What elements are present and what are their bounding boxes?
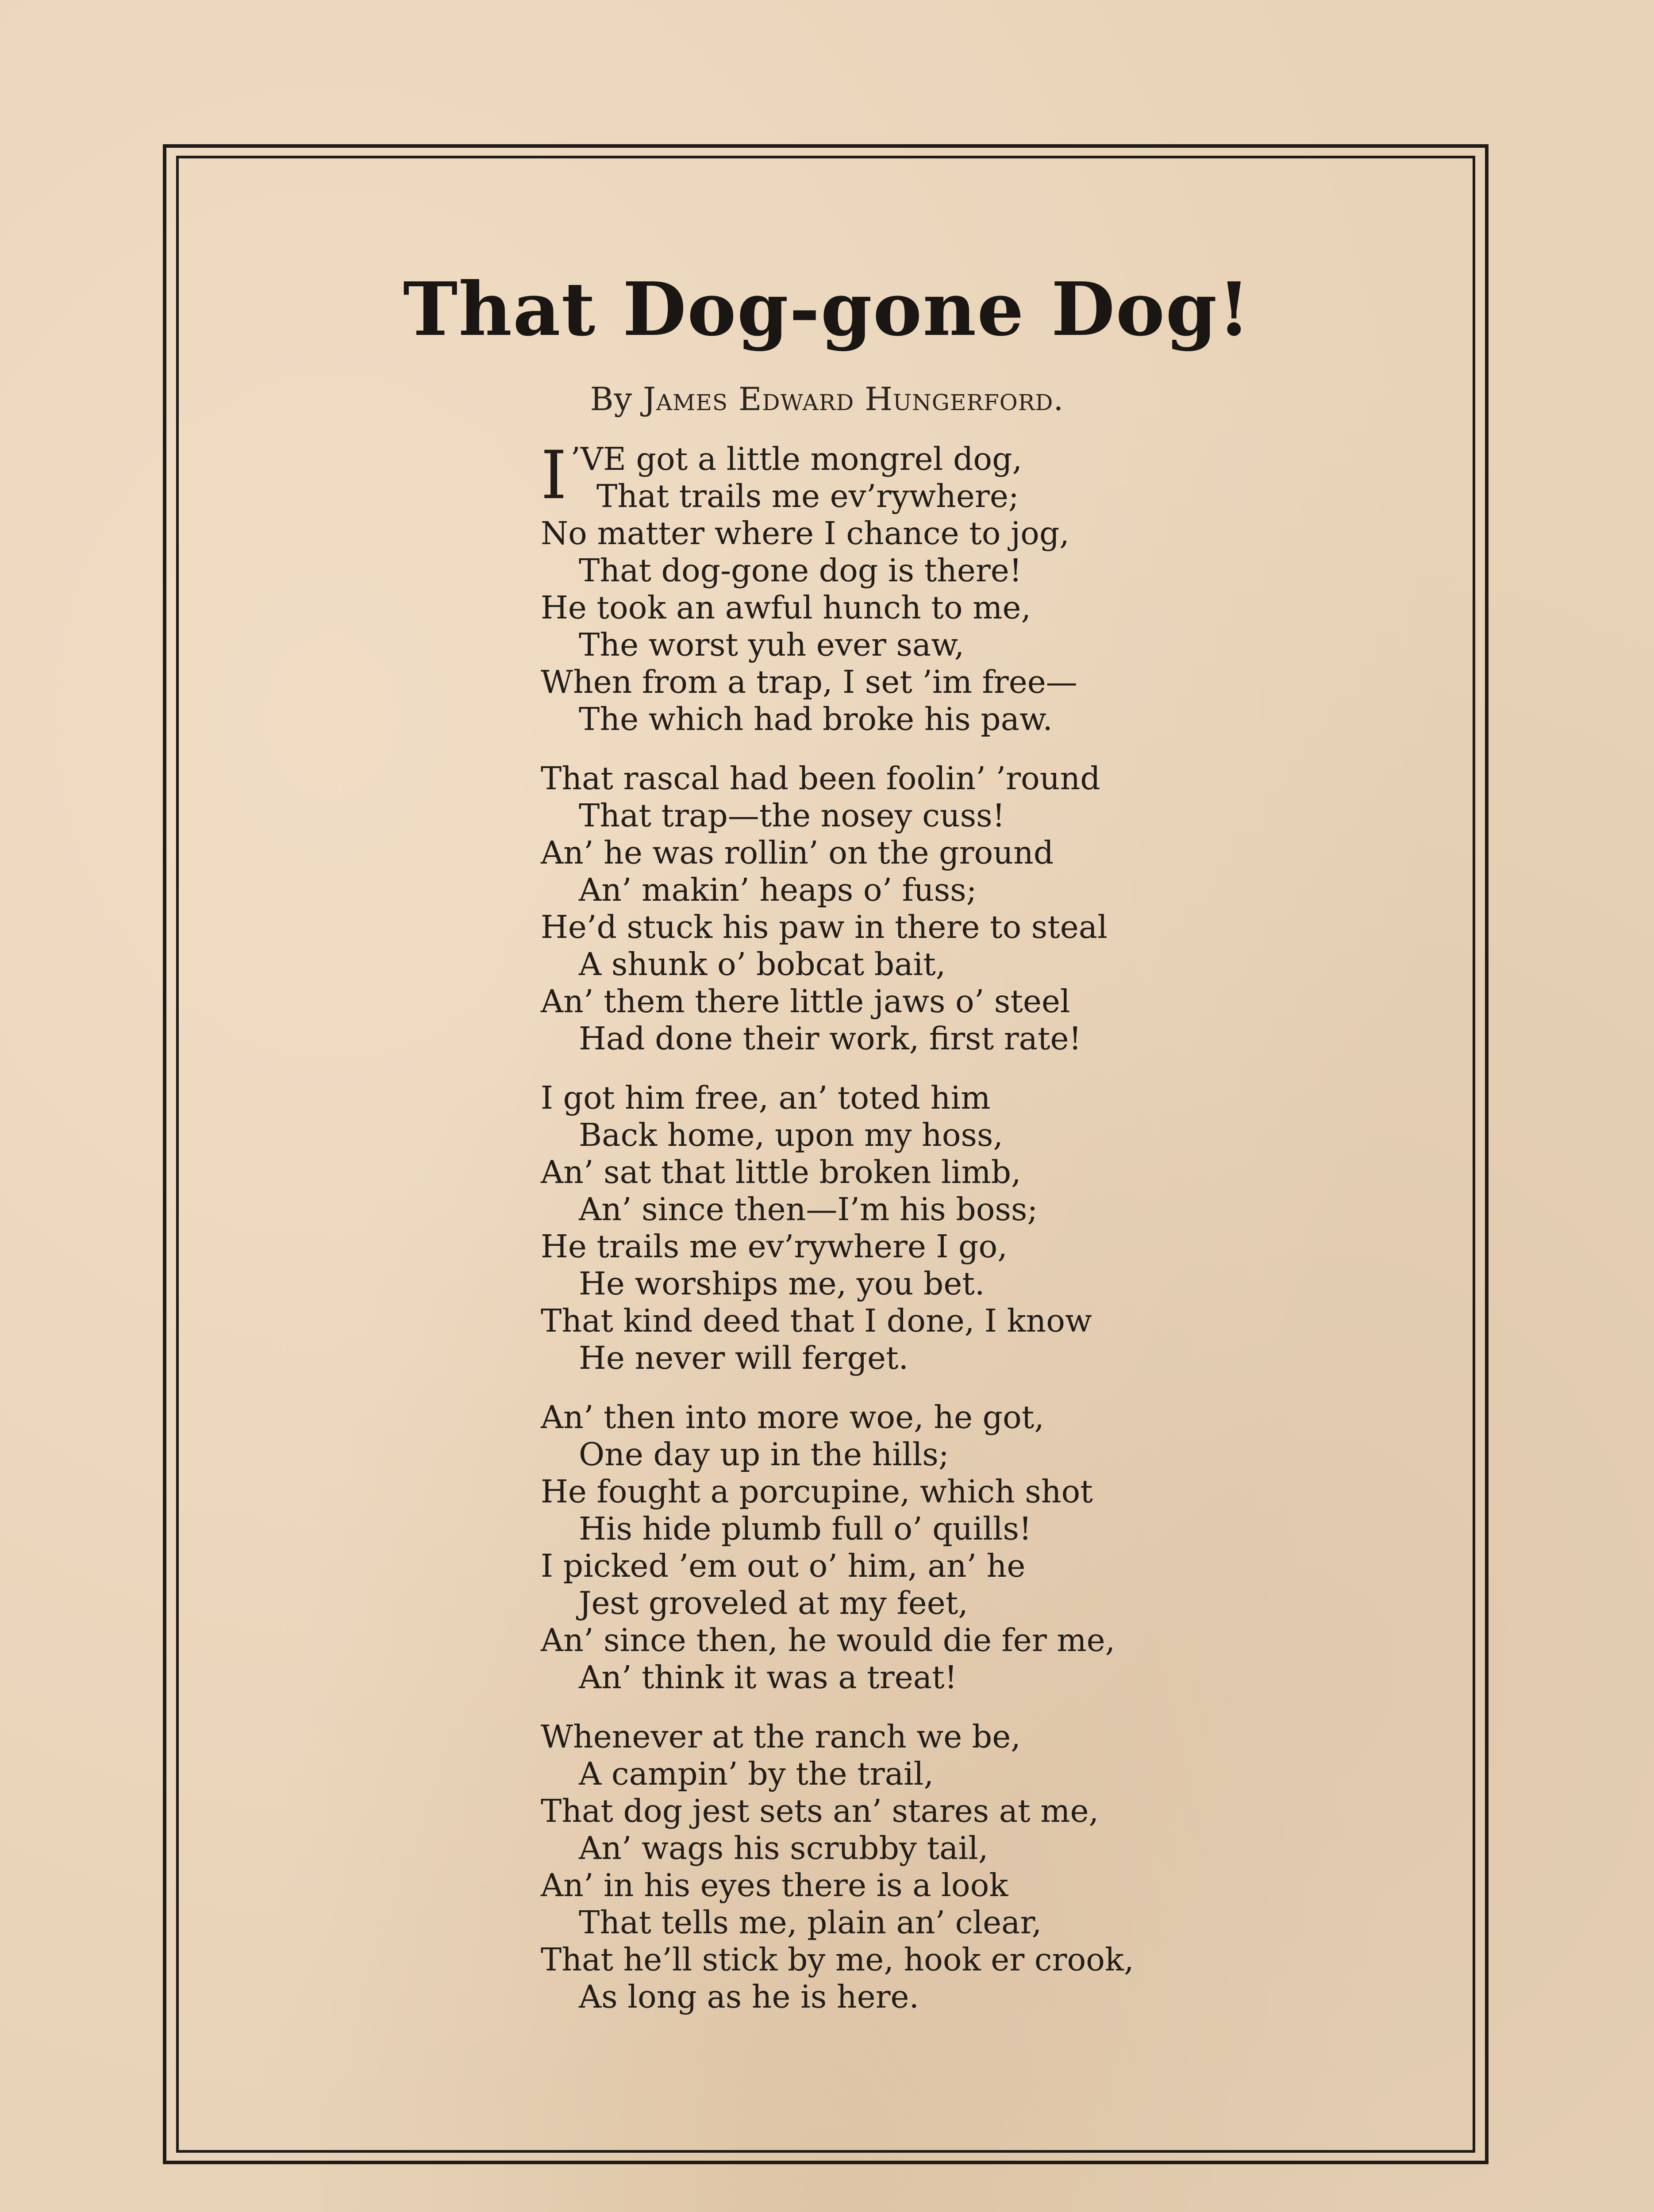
poem-line: An’ since then—I’m his boss; [579,1191,1038,1228]
poem-line: A campin’ by the trail, [579,1755,934,1792]
poem-line: He trails me ev’rywhere I go, [541,1228,1008,1265]
poem-line: An’ in his eyes there is a look [541,1867,1008,1904]
poem-line: An’ then into more woe, he got, [541,1399,1044,1436]
poem-line: That rascal had been foolin’ ’round [541,760,1100,797]
poem-line: An’ wags his scrubby tail, [579,1830,989,1866]
poem-line: He fought a porcupine, which shot [541,1473,1093,1510]
poem-line: That dog jest sets an’ stares at me, [541,1793,1099,1829]
poem-line: That dog-gone dog is there! [579,552,1022,589]
stanza-1 [541,437,1293,738]
stanza-5 [541,1718,1293,2016]
poem-line: Had done their work, first rate! [579,1020,1082,1057]
poem-line: That trap—the nosey cuss! [579,797,1005,834]
poem-byline [0,377,1654,421]
byline-prefix: By [590,380,633,418]
poem-line: A shunk o’ bobcat bait, [579,946,946,983]
poem-line: ’VE got a little mongrel dog, [570,441,1023,477]
poem-line: He took an awful hunch to me, [541,589,1031,626]
poem-author: James Edward Hungerford. [643,380,1064,418]
poem-line: The which had broke his paw. [579,701,1053,737]
poem-line: Jest groveled at my feet, [579,1585,968,1621]
stanza-3 [541,1079,1293,1377]
stanza-2 [541,760,1293,1057]
poem-line: I picked ’em out o’ him, an’ he [541,1548,1026,1584]
poem-line: When from a trap, I set ’im free— [541,664,1077,700]
poem-line: An’ he was rollin’ on the ground [541,834,1054,871]
poem-line: As long as he is here. [579,1978,919,2015]
poem-line: That tells me, plain an’ clear, [579,1904,1042,1941]
poem-title: That Dog-gone Dog! [403,266,1251,353]
poem-line: An’ think it was a treat! [579,1659,958,1696]
poem-line: One day up in the hills; [579,1436,949,1473]
poem-line: I got him free, an’ toted him [541,1079,991,1116]
drop-cap: I [541,437,567,514]
poem-line: Back home, upon my hoss, [579,1117,1003,1153]
stanza-4 [541,1399,1293,1696]
poem-line: He never will ferget. [579,1340,909,1376]
poem-line: That he’ll stick by me, hook er crook, [541,1941,1134,1978]
poem-line: Whenever at the ranch we be, [541,1718,1021,1755]
poem-line: An’ since then, he would die fer me, [541,1622,1115,1659]
poem-line: An’ sat that little broken limb, [541,1154,1021,1190]
poem-line: He’d stuck his paw in there to steal [541,909,1108,945]
poem-line: He worships me, you bet. [579,1265,985,1302]
poem-line: His hide plumb full o’ quills! [579,1510,1032,1547]
poem-line: The worst yuh ever saw, [579,626,965,663]
poem-body [541,437,1293,2038]
poem-line: No matter where I chance to jog, [541,515,1069,552]
poem-line: That kind deed that I done, I know [541,1302,1092,1339]
poem-line: An’ them there little jaws o’ steel [541,983,1070,1020]
poem-line: An’ makin’ heaps o’ fuss; [579,872,977,908]
poem-line: That trails me ev’rywhere; [596,478,1019,515]
